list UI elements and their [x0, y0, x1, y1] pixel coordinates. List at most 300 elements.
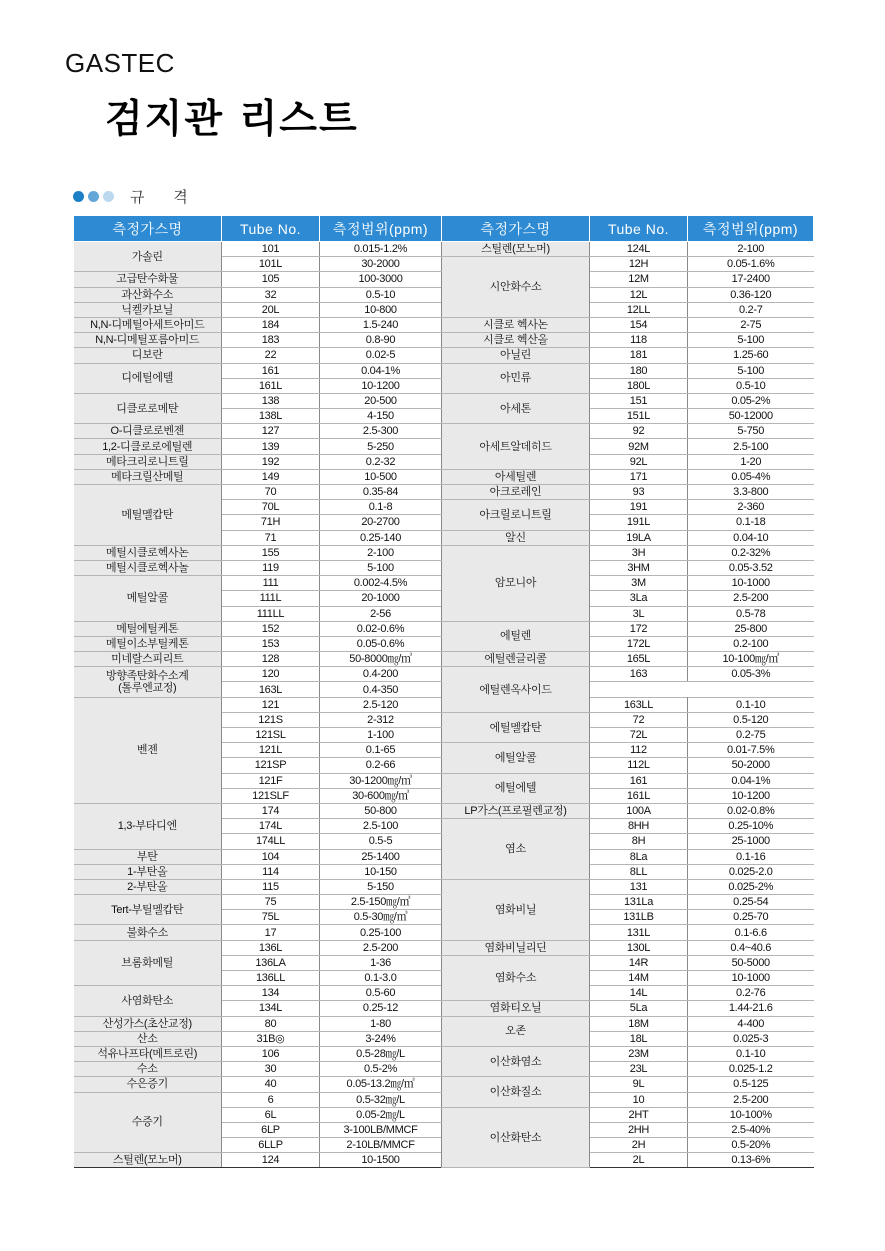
table-row: [74, 1077, 814, 1092]
tube-no-cell: 111L: [222, 591, 320, 606]
gas-name-text: 부탄: [136, 850, 158, 863]
tube-no-cell: 131: [590, 879, 688, 894]
range-cell: 3-100LB/MMCF: [320, 1122, 442, 1137]
header-range-right: 측정범위(ppm): [688, 216, 814, 242]
gas-name-cell: 에틸렌글리콜: [442, 652, 590, 667]
tube-no-cell: 14M: [590, 971, 688, 986]
tube-no-cell: 19LA: [590, 530, 688, 545]
range-cell: 2.5-120: [320, 697, 442, 712]
table-row: [74, 317, 814, 332]
gas-name-cell: [74, 803, 222, 849]
tube-no-cell: 161: [590, 773, 688, 788]
tube-no-cell: 31B◎: [222, 1031, 320, 1046]
range-cell: 0.2-32%: [688, 545, 814, 560]
tube-no-cell: 192: [222, 454, 320, 469]
range-cell: 0.2-32: [320, 454, 442, 469]
table-row: [74, 363, 814, 378]
range-cell: 0.05-13.2㎎/㎥: [320, 1077, 442, 1092]
range-cell: 0.5-78: [688, 606, 814, 621]
range-cell: 0.2-76: [688, 986, 814, 1001]
gas-name-cell: 이산화질소: [442, 1077, 590, 1107]
range-cell: 0.05-3.52: [688, 560, 814, 575]
tube-no-cell: 17: [222, 925, 320, 940]
gas-name-text: 1-부탄올: [127, 865, 168, 878]
table-row: [74, 485, 814, 500]
gas-name-note: (톨루엔교정): [118, 681, 177, 694]
tube-no-cell: 32: [222, 287, 320, 302]
tube-no-cell: 184: [222, 317, 320, 332]
gas-name-cell: 시클로 헥산올: [442, 333, 590, 348]
bullet-dot-icon: [73, 191, 84, 202]
range-cell: 2.5-100: [688, 439, 814, 454]
tube-no-cell: 155: [222, 545, 320, 560]
tube-no-cell: 118: [590, 333, 688, 348]
tube-no-cell: 3HM: [590, 560, 688, 575]
detector-tube-table: [73, 216, 814, 1168]
gas-name-text: 산성가스(초산교정): [102, 1017, 192, 1030]
range-cell: 0.04-10: [688, 530, 814, 545]
gas-name-cell: 아민류: [442, 363, 590, 393]
gas-name-cell: 아닐린: [442, 348, 590, 363]
gas-name-text: 메틸이소부틸케톤: [105, 637, 189, 650]
range-cell: 0.25-70: [688, 910, 814, 925]
gas-name-text: Tert-부틸멜캅탄: [111, 903, 184, 916]
tube-no-cell: 161L: [222, 378, 320, 393]
range-cell: 0.25-12: [320, 1001, 442, 1016]
range-cell: 0.5-125: [688, 1077, 814, 1092]
gas-name-cell: [74, 940, 222, 986]
tube-no-cell: 22: [222, 348, 320, 363]
gas-name-cell: [74, 560, 222, 575]
tube-no-cell: 70: [222, 485, 320, 500]
gas-name-cell: [74, 287, 222, 302]
gas-name-text: 1,2-디클로로에틸렌: [102, 440, 193, 453]
tube-no-cell: 8H: [590, 834, 688, 849]
table-header-row: [74, 216, 814, 242]
range-cell: 0.25-100: [320, 925, 442, 940]
tube-no-cell: 12L: [590, 287, 688, 302]
header-gas-name-right: 측정가스명: [442, 216, 590, 242]
gas-name-text: 산소: [136, 1032, 158, 1045]
table-row: [74, 242, 814, 257]
tube-no-cell: 119: [222, 560, 320, 575]
tube-no-cell: 18L: [590, 1031, 688, 1046]
gas-name-cell: [74, 317, 222, 332]
gas-name-cell: [74, 621, 222, 636]
table-row: [74, 1046, 814, 1061]
range-cell: 50-5000: [688, 955, 814, 970]
range-cell: 4-400: [688, 1016, 814, 1031]
range-cell: 2-75: [688, 317, 814, 332]
range-cell: 3-24%: [320, 1031, 442, 1046]
tube-no-cell: 23M: [590, 1046, 688, 1061]
tube-no-cell: 121L: [222, 743, 320, 758]
tube-no-cell: 136L: [222, 940, 320, 955]
gas-name-text: 메틸시클로헥사놀: [105, 562, 189, 575]
gas-name-text: 불화수소: [126, 926, 168, 939]
tube-no-cell: 172: [590, 621, 688, 636]
range-cell: 0.36-120: [688, 287, 814, 302]
gas-name-cell: [74, 652, 222, 667]
range-cell: 2.5-200: [320, 940, 442, 955]
range-cell: 2.5-200: [688, 591, 814, 606]
tube-no-cell: 121SLF: [222, 788, 320, 803]
gas-name-cell: [74, 454, 222, 469]
tube-no-cell: 106: [222, 1046, 320, 1061]
table-row: [74, 803, 814, 818]
tube-no-cell: 2HH: [590, 1122, 688, 1137]
range-cell: 0.4-350: [320, 682, 442, 697]
tube-no-cell: 9L: [590, 1077, 688, 1092]
range-cell: 10-1500: [320, 1153, 442, 1168]
range-cell: 5-750: [688, 424, 814, 439]
gas-name-cell: 염화수소: [442, 955, 590, 1001]
gas-name-text: 메타크릴산메틸: [111, 470, 184, 483]
tube-no-cell: 8HH: [590, 819, 688, 834]
range-cell: 2.5-40%: [688, 1122, 814, 1137]
gas-name-text: 닉켈카보닐: [121, 303, 174, 316]
gas-name-text: 수증기: [131, 1116, 163, 1129]
range-cell: 0.5-120: [688, 712, 814, 727]
tube-no-cell: 6: [222, 1092, 320, 1107]
gas-name-cell: 아세틸렌: [442, 469, 590, 484]
range-cell: 0.25-140: [320, 530, 442, 545]
tube-no-cell: 163LL: [590, 697, 688, 712]
tube-no-cell: 114: [222, 864, 320, 879]
tube-no-cell: 8LL: [590, 864, 688, 879]
range-cell: 0.8-90: [320, 333, 442, 348]
tube-no-cell: 3La: [590, 591, 688, 606]
tube-no-cell: 18M: [590, 1016, 688, 1031]
tube-no-cell: 121F: [222, 773, 320, 788]
range-cell: 50-12000: [688, 409, 814, 424]
page-title: 검지관 리스트: [105, 97, 359, 142]
range-cell: 1-20: [688, 454, 814, 469]
range-cell: 0.5-60: [320, 986, 442, 1001]
range-cell: 0.025-2%: [688, 879, 814, 894]
tube-no-cell: 5La: [590, 1001, 688, 1016]
gas-name-text: 사염화탄소: [121, 994, 174, 1007]
gas-name-cell: 스틸렌(모노머): [442, 242, 590, 257]
header-range-left: 측정범위(ppm): [320, 216, 442, 242]
range-cell: 0.05-1.6%: [688, 257, 814, 272]
range-cell: 0.1-10: [688, 697, 814, 712]
table-row: [74, 667, 814, 682]
range-cell: 0.05-3%: [688, 667, 814, 682]
tube-no-cell: 121SP: [222, 758, 320, 773]
gas-name-text: 스틸렌(모노머): [112, 1154, 182, 1167]
range-cell: 0.2-66: [320, 758, 442, 773]
table-row: [74, 621, 814, 636]
tube-no-cell: 75: [222, 895, 320, 910]
range-cell: 0.1-8: [320, 500, 442, 515]
range-cell: 0.5-10: [688, 378, 814, 393]
tube-no-cell: 121: [222, 697, 320, 712]
tube-no-cell: 30: [222, 1062, 320, 1077]
table-row: [74, 348, 814, 363]
range-cell: 0.015-1.2%: [320, 242, 442, 257]
range-cell: 10-100%: [688, 1107, 814, 1122]
range-cell: 0.05-2㎎/L: [320, 1107, 442, 1122]
tube-no-cell: 180L: [590, 378, 688, 393]
range-cell: 10-1000: [688, 971, 814, 986]
range-cell: 2-360: [688, 500, 814, 515]
gas-name-cell: [74, 485, 222, 546]
gas-name-cell: [74, 1077, 222, 1092]
gas-name-cell: [74, 1092, 222, 1153]
tube-no-cell: 134: [222, 986, 320, 1001]
gas-name-text: O-디클로로벤젠: [110, 425, 185, 438]
range-cell: 2.5-150㎎/㎥: [320, 895, 442, 910]
range-cell: 0.05-4%: [688, 469, 814, 484]
range-cell: 25-800: [688, 621, 814, 636]
gas-name-text: 메틸에틸케톤: [116, 622, 179, 635]
range-cell: 1-36: [320, 955, 442, 970]
range-cell: 0.05-2%: [688, 393, 814, 408]
range-cell: 0.2-7: [688, 302, 814, 317]
range-cell: 2-312: [320, 712, 442, 727]
gas-name-text: 디에틸에텔: [121, 372, 174, 385]
gas-name-text: 석유나프타(메트로린): [97, 1048, 198, 1061]
tube-no-cell: 131La: [590, 895, 688, 910]
table-row: [74, 333, 814, 348]
range-cell: 1.44-21.6: [688, 1001, 814, 1016]
gas-name-cell: [74, 1062, 222, 1077]
tube-no-cell: 40: [222, 1077, 320, 1092]
tube-no-cell: 174: [222, 803, 320, 818]
gas-name-cell: [74, 424, 222, 439]
gas-name-cell: [74, 363, 222, 393]
gas-name-cell: [74, 302, 222, 317]
range-cell: 50-2000: [688, 758, 814, 773]
range-cell: 20-1000: [320, 591, 442, 606]
range-cell: 0.2-75: [688, 728, 814, 743]
tube-no-cell: 70L: [222, 500, 320, 515]
range-cell: 0.4~40.6: [688, 940, 814, 955]
tube-no-cell: 161L: [590, 788, 688, 803]
tube-no-cell: 23L: [590, 1062, 688, 1077]
range-cell: 0.002-4.5%: [320, 576, 442, 591]
gas-name-cell: 에틸알콜: [442, 743, 590, 773]
tube-no-cell: 3M: [590, 576, 688, 591]
range-cell: 30-600㎎/㎥: [320, 788, 442, 803]
range-cell: 5-100: [688, 333, 814, 348]
tube-no-cell: 174LL: [222, 834, 320, 849]
range-cell: 0.35-84: [320, 485, 442, 500]
range-cell: 0.1-6.6: [688, 925, 814, 940]
range-cell: 2-10LB/MMCF: [320, 1138, 442, 1153]
tube-no-cell: 101: [222, 242, 320, 257]
tube-no-cell: 112L: [590, 758, 688, 773]
range-cell: 0.02-5: [320, 348, 442, 363]
range-cell: 0.025-2.0: [688, 864, 814, 879]
range-cell: 0.5-5: [320, 834, 442, 849]
gas-name-text: N,N-디메틸포름아미드: [95, 334, 200, 347]
range-cell: 0.1-16: [688, 849, 814, 864]
bullet-dot-icon: [103, 191, 114, 202]
tube-no-cell: 161: [222, 363, 320, 378]
gas-name-cell: 암모니아: [442, 545, 590, 621]
tube-no-cell: 121SL: [222, 728, 320, 743]
range-cell: 30-1200㎎/㎥: [320, 773, 442, 788]
tube-no-cell: 180: [590, 363, 688, 378]
tube-no-cell: 14R: [590, 955, 688, 970]
tube-no-cell: 6L: [222, 1107, 320, 1122]
range-cell: 0.5-10: [320, 287, 442, 302]
tube-no-cell: 12LL: [590, 302, 688, 317]
tube-no-cell: 191L: [590, 515, 688, 530]
tube-no-cell: 6LP: [222, 1122, 320, 1137]
gas-name-cell: [74, 697, 222, 803]
range-cell: 10-1200: [688, 788, 814, 803]
tube-no-cell: 153: [222, 636, 320, 651]
tube-no-cell: 71H: [222, 515, 320, 530]
range-cell: 0.1-18: [688, 515, 814, 530]
gas-name-cell: 에틸렌옥사이드: [442, 667, 590, 713]
gas-name-cell: [74, 576, 222, 622]
gas-name-text: 메타크리로니트릴: [105, 455, 189, 468]
gas-name-cell: 시클로 헥사논: [442, 317, 590, 332]
gas-name-cell: [74, 242, 222, 272]
range-cell: 0.2-100: [688, 636, 814, 651]
range-cell: 5-100: [688, 363, 814, 378]
gas-name-text: 방향족탄화수소계: [105, 669, 189, 682]
tube-no-cell: 136LL: [222, 971, 320, 986]
tube-no-cell: 139: [222, 439, 320, 454]
tube-no-cell: 138: [222, 393, 320, 408]
range-cell: 10-1200: [320, 378, 442, 393]
range-cell: 0.02-0.8%: [688, 803, 814, 818]
range-cell: 0.1-65: [320, 743, 442, 758]
gas-name-text: 메틸멜캅탄: [121, 508, 174, 521]
gas-name-cell: [74, 1046, 222, 1061]
range-cell: 100-3000: [320, 272, 442, 287]
gas-name-cell: LP가스(프로필렌교정): [442, 803, 590, 818]
tube-no-cell: 131L: [590, 925, 688, 940]
gas-name-cell: [74, 879, 222, 894]
tube-no-cell: 2L: [590, 1153, 688, 1168]
tube-no-cell: 12H: [590, 257, 688, 272]
tube-no-cell: 163: [590, 667, 688, 682]
range-cell: 30-2000: [320, 257, 442, 272]
range-cell: 20-2700: [320, 515, 442, 530]
gas-name-text: 디클로로메탄: [116, 402, 179, 415]
gas-name-text: 브롬화메틸: [121, 956, 174, 969]
tube-no-cell: 163L: [222, 682, 320, 697]
gas-name-cell: [74, 333, 222, 348]
gas-name-cell: [74, 272, 222, 287]
tube-no-cell: 181: [590, 348, 688, 363]
tube-no-cell: 6LLP: [222, 1138, 320, 1153]
tube-no-cell: 165L: [590, 652, 688, 667]
range-cell: 3.3-800: [688, 485, 814, 500]
gas-name-cell: 염화티오닐: [442, 1001, 590, 1016]
tube-no-cell: 72: [590, 712, 688, 727]
gas-name-cell: 이산화염소: [442, 1046, 590, 1076]
tube-no-cell: 154: [590, 317, 688, 332]
tube-no-cell: 93: [590, 485, 688, 500]
tube-no-cell: 151L: [590, 409, 688, 424]
gas-name-cell: 에틸멜캅탄: [442, 712, 590, 742]
gas-name-cell: [74, 1153, 222, 1168]
gas-name-cell: 염화비닐리딘: [442, 940, 590, 955]
gas-name-text: 과산화수소: [121, 288, 174, 301]
range-cell: 0.4-200: [320, 667, 442, 682]
gas-name-cell: 오존: [442, 1016, 590, 1046]
header-tube-no-left: Tube No.: [222, 216, 320, 242]
range-cell: 0.5-2%: [320, 1062, 442, 1077]
range-cell: 0.1-3.0: [320, 971, 442, 986]
range-cell: 1.5-240: [320, 317, 442, 332]
range-cell: 1-100: [320, 728, 442, 743]
tube-no-cell: 112: [590, 743, 688, 758]
range-cell: 0.04-1%: [688, 773, 814, 788]
header-gas-name-left: 측정가스명: [74, 216, 222, 242]
range-cell: 2.5-300: [320, 424, 442, 439]
gas-name-cell: [74, 439, 222, 454]
gas-name-text: 2-부탄올: [127, 880, 168, 893]
gas-name-cell: [74, 895, 222, 925]
gas-name-text: 수은증기: [126, 1078, 168, 1091]
tube-no-cell: 131LB: [590, 910, 688, 925]
table-row: [74, 879, 814, 894]
tube-no-cell: 171: [590, 469, 688, 484]
tube-no-cell: 20L: [222, 302, 320, 317]
tube-no-cell: 151: [590, 393, 688, 408]
gas-name-cell: 이산화탄소: [442, 1107, 590, 1168]
gas-name-cell: [74, 636, 222, 651]
gas-name-cell: 아크로레인: [442, 485, 590, 500]
gas-name-text: 메틸시클로헥사논: [105, 546, 189, 559]
range-cell: 10-1000: [688, 576, 814, 591]
section-label: 규 격: [130, 188, 200, 206]
bullet-dot-icon: [88, 191, 99, 202]
range-cell: 0.5-32㎎/L: [320, 1092, 442, 1107]
range-cell: 20-500: [320, 393, 442, 408]
gas-name-cell: [74, 1031, 222, 1046]
range-cell: 25-1400: [320, 849, 442, 864]
tube-no-cell: 104: [222, 849, 320, 864]
tube-no-cell: 124L: [590, 242, 688, 257]
tube-no-cell: 2HT: [590, 1107, 688, 1122]
table-row: [74, 545, 814, 560]
range-cell: 2-100: [320, 545, 442, 560]
gas-name-cell: 에틸렌: [442, 621, 590, 651]
tube-no-cell: 8La: [590, 849, 688, 864]
tube-no-cell: 191: [590, 500, 688, 515]
tube-no-cell: 111: [222, 576, 320, 591]
range-cell: 0.13-6%: [688, 1153, 814, 1168]
tube-no-cell: 71: [222, 530, 320, 545]
tube-no-cell: 130L: [590, 940, 688, 955]
range-cell: 0.25-54: [688, 895, 814, 910]
gas-name-cell: [74, 1016, 222, 1031]
gas-name-cell: 아크릴로니트릴: [442, 500, 590, 530]
tube-no-cell: 183: [222, 333, 320, 348]
range-cell: 50-800: [320, 803, 442, 818]
range-cell: 5-150: [320, 879, 442, 894]
gas-name-cell: [74, 545, 222, 560]
tube-no-cell: 136LA: [222, 955, 320, 970]
range-cell: 25-1000: [688, 834, 814, 849]
tube-no-cell: 127: [222, 424, 320, 439]
range-cell: 4-150: [320, 409, 442, 424]
range-cell: 10-500: [320, 469, 442, 484]
gas-name-cell: 아세톤: [442, 393, 590, 423]
range-cell: 2.5-100: [320, 819, 442, 834]
gas-name-cell: [74, 849, 222, 864]
range-cell: 0.1-10: [688, 1046, 814, 1061]
